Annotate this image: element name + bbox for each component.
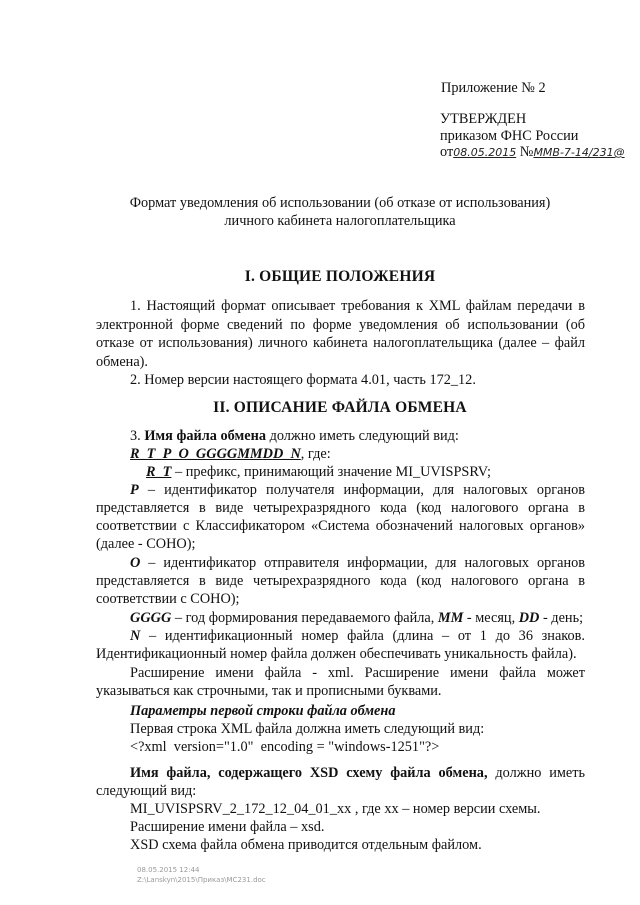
- gggg-line: [130, 609, 583, 627]
- gggg-code: GGGG: [130, 610, 172, 626]
- xsd-extension: Расширение имени файла – xsd.: [130, 819, 325, 835]
- p-code: P: [130, 482, 139, 498]
- p-line1-text: – идентификатор получателя информации, для налоговых органов: [147, 482, 585, 498]
- section2-heading: II. ОПИСАНИЕ ФАЙЛА ОБМЕНА: [213, 399, 467, 416]
- o-code: O: [130, 555, 141, 571]
- o-line3: соответствии с СОНО);: [96, 591, 240, 607]
- filename-pattern-rest: , где:: [300, 446, 331, 462]
- dd-text: - день;: [542, 610, 584, 626]
- o-line2: представляется в виде четырехразрядного кода (код налогового органа в: [96, 573, 585, 589]
- p-line4: (далее - СОНО);: [96, 536, 196, 552]
- filename-pattern: R_T_P_O_GGGGMMDD_N: [130, 446, 301, 462]
- handwritten-number: ММВ-7-14/231@: [533, 146, 625, 159]
- xml-declaration: <?xml version="1.0" encoding = "windows-1251"?>: [130, 739, 440, 755]
- p1-line2: электронной форме сведений по форме уведомления об использовании (об: [96, 317, 585, 333]
- number-prefix: №: [519, 144, 534, 160]
- n-code: N: [130, 628, 141, 644]
- p1-line3: отказе от использования) личного кабинета налогоплательщика (далее – файл: [96, 335, 585, 351]
- handwritten-date: 08.05.2015: [453, 146, 517, 159]
- o-line1-text: – идентификатор отправителя информации, для налоговых органов: [148, 555, 586, 571]
- rt-code: R_T: [146, 464, 172, 480]
- footer-stamp-line1: 08.05.2015 12:44: [137, 866, 200, 874]
- first-line-text: Первая строка XML файла должна иметь следующий вид:: [130, 721, 485, 737]
- ext-line2: указываться как строчными, так и прописными буквами.: [96, 683, 442, 699]
- p-line2: представляется в виде четырехразрядного кода (код налогового органа в: [96, 500, 585, 516]
- xsd-name: MI_UVISPSRV_2_172_12_04_01_xx , где хх – номер версии схемы.: [130, 801, 541, 817]
- p-line3: соответствии с Классификатором «Система обозначений налоговых органов»: [96, 518, 585, 534]
- n-line1: [130, 627, 585, 645]
- rt-text: – префикс, принимающий значение MI_UVISPSRV;: [175, 464, 491, 480]
- n-line2: Идентификационный номер файла должен обеспечивать уникальность файла).: [96, 646, 577, 662]
- document-title-line1: Формат уведомления об использовании (об отказе от использования): [129, 195, 551, 211]
- xsd-note: XSD схема файла обмена приводится отдельным файлом.: [130, 837, 482, 853]
- date-prefix: от: [440, 144, 454, 160]
- document-title-line2: личного кабинета налогоплательщика: [224, 213, 456, 229]
- order-date-line: [440, 143, 625, 162]
- xsd-line1: [130, 764, 585, 782]
- mm-text: - месяц,: [466, 610, 516, 626]
- p3-number: 3.: [130, 428, 141, 444]
- p1-line1: 1. Настоящий формат описывает требования к XML файлам передачи в: [130, 298, 585, 314]
- xsd-rest: должно иметь: [495, 765, 586, 781]
- p2-text: 2. Номер версии настоящего формата 4.01, часть 172_12.: [130, 372, 476, 388]
- mm-code: MM: [437, 610, 464, 626]
- o-line1: [130, 554, 585, 572]
- filename-pattern-line: [130, 445, 331, 463]
- appendix-label: Приложение № 2: [441, 80, 546, 96]
- section1-heading: I. ОБЩИЕ ПОЛОЖЕНИЯ: [244, 268, 436, 285]
- approved-label: УТВЕРЖДЕН: [440, 111, 527, 127]
- n-line1-text: – идентификационный номер файла (длина – от 1 до 36 знаков.: [149, 628, 585, 644]
- footer-stamp-line2: Z:\Lanskyn\2015\Приказ\МС231.doc: [137, 876, 266, 884]
- xsd-bold-term: Имя файла, содержащего XSD схему файла обмена,: [130, 765, 488, 781]
- gggg-text: – год формирования передаваемого файла,: [174, 610, 435, 626]
- p-line1: [130, 481, 585, 499]
- p3-rest: должно иметь следующий вид:: [269, 428, 459, 444]
- p3-line: [130, 427, 459, 445]
- p3-bold-term: Имя файла обмена: [144, 428, 266, 444]
- dd-code: DD: [518, 610, 540, 626]
- params-heading: Параметры первой строки файла обмена: [130, 703, 396, 719]
- order-label: приказом ФНС России: [440, 128, 579, 144]
- rt-line: [146, 463, 491, 481]
- xsd-line2: следующий вид:: [96, 783, 197, 799]
- p1-line4: обмена).: [96, 354, 149, 370]
- ext-line1: Расширение имени файла - xml. Расширение имени файла может: [130, 665, 585, 681]
